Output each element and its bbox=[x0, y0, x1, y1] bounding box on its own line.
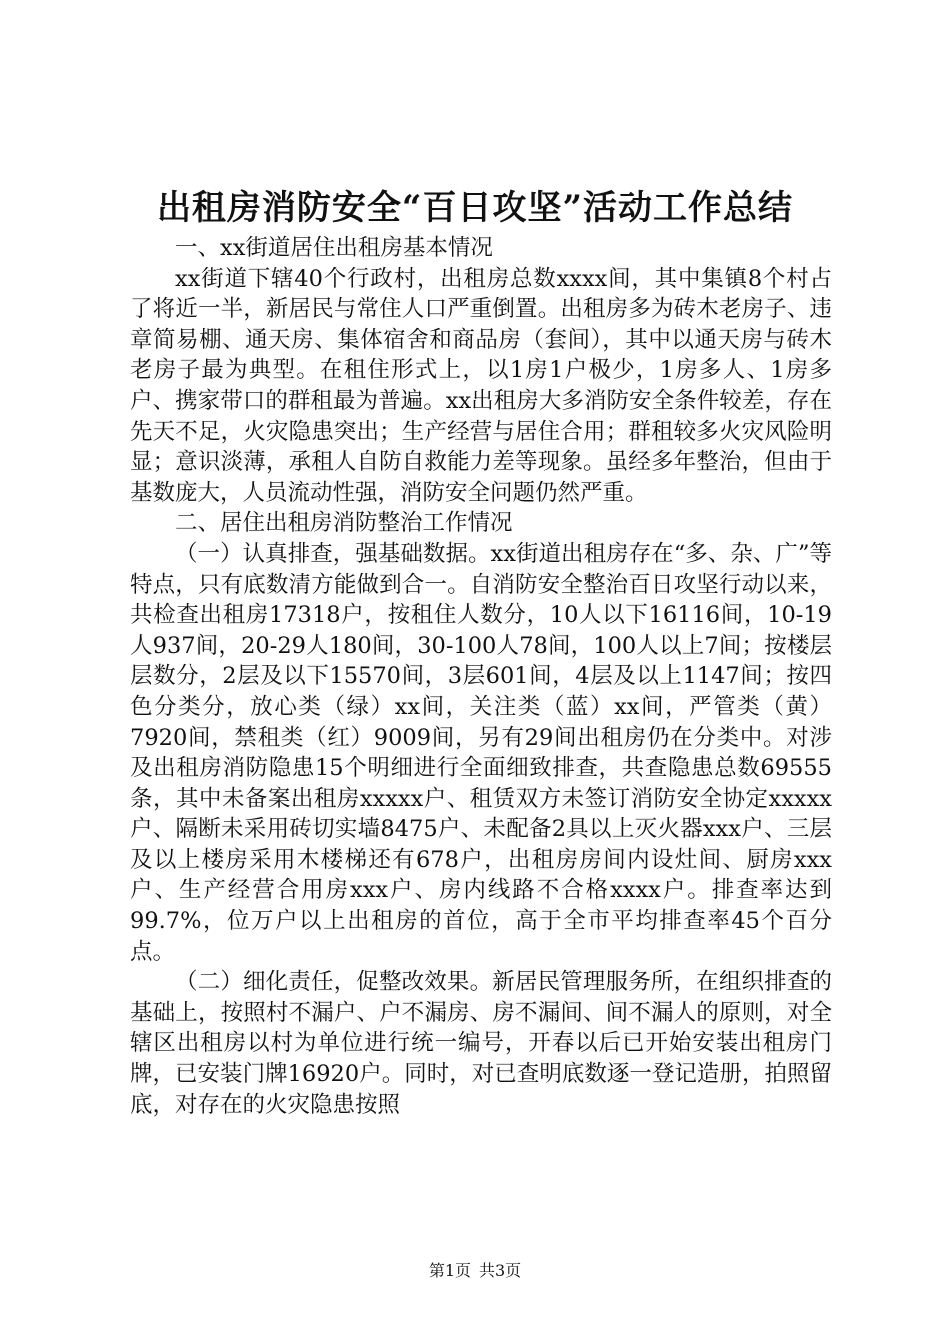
section-heading-2: 二、居住出租房消防整治工作情况 bbox=[175, 510, 513, 537]
page-total: 共3页 bbox=[479, 1261, 522, 1280]
section-1-paragraph-1: xx街道下辖40个行政村，出租房总数xxxx间，其中集镇8个村占了将近一半，新居民与常住人口严重倒置。出租房多为砖木老房子、违章简易棚、通天房、集体宿舍和商品房（套间），其中以通天房与砖木老房子最为典型。在租住形式上，以1房1户极少，1房多人、1房多户、携家带口的群租最为普遍。xx出租房大多消防安全条件较差，存在先天不足，火灾隐患突出；生产经营与居住合用；群租较多火灾风险明显；意识淡薄，承租人自防自救能力差等现象。虽经多年整治，但由于基数庞大，人员流动性强，消防安全问题仍然严重。 bbox=[130, 265, 832, 506]
page-footer bbox=[0, 1260, 950, 1282]
document-title: 出租房消防安全“百日攻坚”活动工作总结 bbox=[156, 188, 794, 228]
section-2-paragraph-1: （一）认真排查，强基础数据。xx街道出租房存在“多、杂、广”等特点，只有底数清方能做到合一。自消防安全整治百日攻坚行动以来，共检查出租房17318户，按租住人数分，10人以下16116间，10-19人937间，20-29人180间，30-100人78间，100人以上7间；按楼层层数分，2层及以下15570间，3层601间，4层及以上1147间；按四色分类分，放心类（绿）xx间，关注类（蓝）xx间，严管类（黄）7920间，禁租类（红）9009间，另有29间出租房仍在分类中。对涉及出租房消防隐患15个明细进行全面细致排查，共查隐患总数69555条，其中未备案出租房xxxxx户、租赁双方未签订消防安全协定xxxxx户、隔断未采用砖切实墙8475户、未配备2具以上灭火器xxx户、三层及以上楼房采用木楼梯还有678户，出租房房间内设灶间、厨房xxx户、生产经营合用房xxx户、房内线路不合格xxxx户。排查率达到99.7%，位万户以上出租房的首位，高于全市平均排查率45个百分点。 bbox=[130, 540, 832, 965]
section-2-paragraph-2: （二）细化责任，促整改效果。新居民管理服务所，在组织排查的基础上，按照村不漏户、户不漏房、房不漏间、间不漏人的原则，对全辖区出租房以村为单位进行统一编号，开春以后已开始安装出租房门牌，已安装门牌16920户。同时，对已查明底数逐一登记造册，拍照留底，对存在的火灾隐患按照 bbox=[130, 969, 832, 1118]
section-heading-1: 一、xx街道居住出租房基本情况 bbox=[175, 235, 493, 261]
document-body bbox=[130, 233, 832, 1120]
page-number: 第1页 bbox=[428, 1261, 471, 1280]
